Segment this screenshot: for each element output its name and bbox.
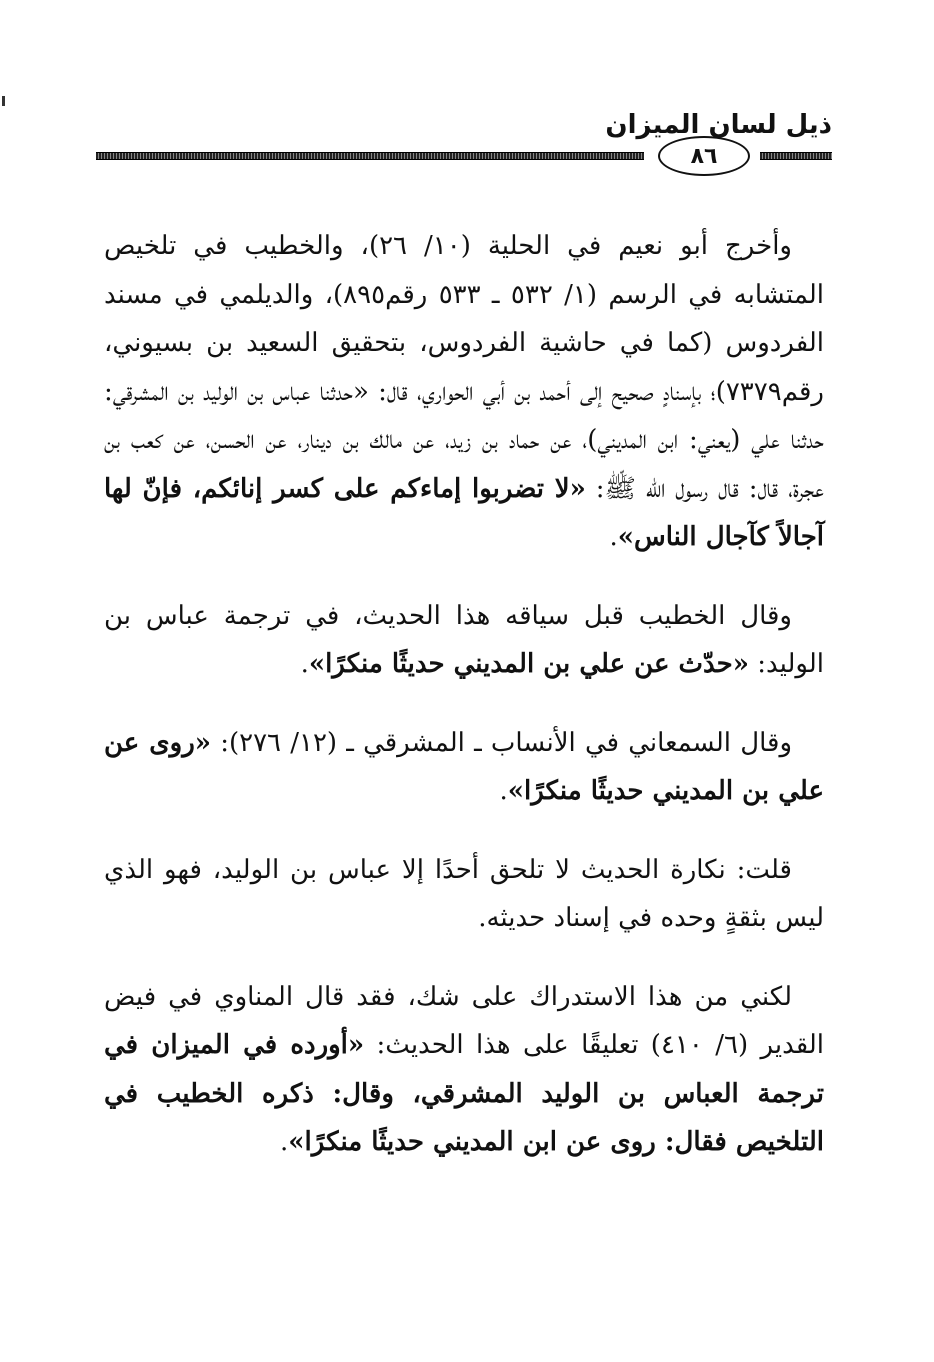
stray-mark — [2, 96, 5, 106]
paragraph-4-text: قلت: نكارة الحديث لا تلحق أحدًا إلا عباس بن الوليد، فهو الذي ليس بثقةٍ وحده في إسناد حديثه. — [104, 854, 824, 933]
paragraph-2-quote: «حدّث عن علي بن المديني حديثًا منكرًا» — [308, 649, 749, 679]
book-title: ذيل لسان الميزان — [605, 110, 832, 140]
paragraph-1-end: . — [609, 522, 618, 552]
paragraph-5-text: لكني من هذا الاستدراك على شك، فقد قال المناوي في فيض القدير (٦/ ٤١٠) تعليقًا على هذا الحديث: — [104, 981, 825, 1060]
paragraph-1-text: وأخرج أبو نعيم في الحلية (١٠/ ٢٦)، والخطيب في تلخيص المتشابه في الرسم (١/ ٥٣٢ ـ ٥٣٣ رقم٨٩٥)، والديلمي في مسند الفردوس (كما في حاشية الفردوس، بتحقيق السعيد بن بسيوني، رقم٧٣٧٩)؛ بإسنادٍ صحيح إلى أحمد بن أبي الحواري، قال: «حدثنا عباس بن الوليد بن المشرقي: حدثنا علي (يعني: ابن المديني)، عن حماد بن زيد، عن مالك بن دينار، عن الحسن، عن كعب بن عجرة، قال: قال رسول الله ﷺ: — [104, 231, 824, 504]
paragraph-5-quote: «أورده في الميزان في ترجمة العباس بن الوليد المشرقي، وقال: ذكره الخطيب في التلخيص فقال: روى عن ابن المديني حديثًا منكرًا» — [104, 1030, 824, 1157]
page-body — [104, 222, 824, 1197]
page-header — [96, 108, 832, 178]
paragraph-5-end: . — [280, 1127, 289, 1157]
hadith-quote: «لا تضربوا إماءكم على كسر إنائكم، فإنّ لها آجالاً كآجال الناس» — [104, 473, 824, 552]
paragraph-2-text: وقال الخطيب قبل سياقه هذا الحديث، في ترجمة عباس بن الوليد: — [104, 600, 824, 679]
paragraph-3-text: وقال السمعاني في الأنساب ـ المشرقي ـ (١٢/ ٢٧٦): — [211, 727, 792, 758]
paragraph-3-end: . — [499, 776, 508, 806]
paragraph-2 — [104, 592, 824, 689]
header-rule-short — [760, 152, 832, 160]
paragraph-3-quote: «روى عن علي بن المديني حديثًا منكرًا» — [104, 727, 824, 806]
paragraph-3 — [104, 719, 824, 816]
page-number: ٨٦ — [658, 136, 750, 176]
paragraph-4 — [104, 846, 824, 943]
header-rule-long — [96, 152, 644, 160]
paragraph-1 — [104, 222, 824, 562]
paragraph-2-end: . — [300, 649, 309, 679]
paragraph-5 — [104, 973, 824, 1167]
